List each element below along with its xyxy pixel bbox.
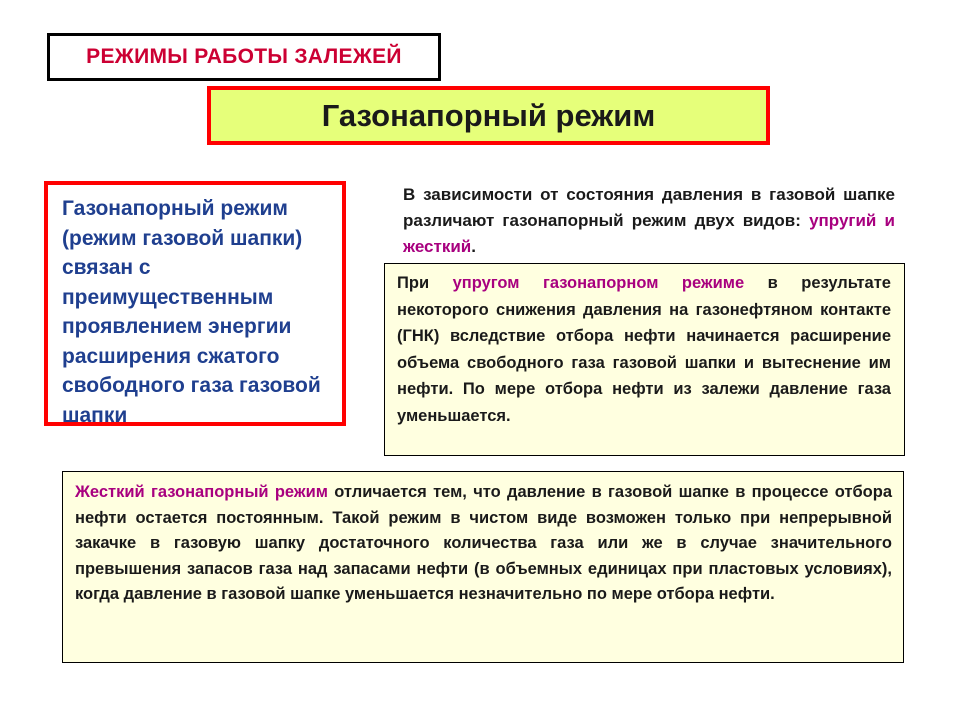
rigid-regime-paragraph [75,480,892,608]
elastic-regime-box [384,263,905,456]
elastic-text: в результате некоторого снижения давления на газонефтяном контакте (ГНК) вследствие отбора нефти начинается расширение объема свободного газа газовой шапки и вытеснение им нефти. По мере отбора нефти из залежи давление газа уменьшается. [397,274,891,425]
main-title: Газонапорный режим [321,97,656,133]
intro-paragraph [403,182,895,260]
rigid-regime-box [62,471,904,663]
elastic-text-start: При [397,274,453,292]
intro-text: В зависимости от состояния давления в газовой шапке различают газонапорный режим двух видов: [403,185,895,230]
intro-highlight: упругий и жесткий [403,211,895,256]
definition-box [44,181,346,426]
rigid-highlight: Жесткий газонапорный режим [75,483,328,501]
section-title: РЕЖИМЫ РАБОТЫ ЗАЛЕЖЕЙ [86,45,402,68]
definition-text: Газонапорный режим (режим газовой шапки) связан с преимущественным проявлением энергии расширения сжатого свободного газа газовой шапки [62,197,321,427]
elastic-highlight: упругом газонапорном режиме [452,274,745,292]
rigid-text: отличается тем, что давление в газовой шапке в процессе отбора нефти остается постоянным. Такой режим в чистом виде возможен только при непрерывной закачке в газовую шапку достаточного количества газа или же в случае значительного превышения запасов газа над запасами нефти (в объемных единицах при пластовых условиях), когда давление в газовой шапке уменьшается незначительно по мере отбора нефти. [75,483,892,603]
main-title-box [207,86,770,145]
section-title-box [47,33,441,81]
intro-text-end: . [471,237,476,256]
elastic-regime-paragraph [397,270,891,429]
